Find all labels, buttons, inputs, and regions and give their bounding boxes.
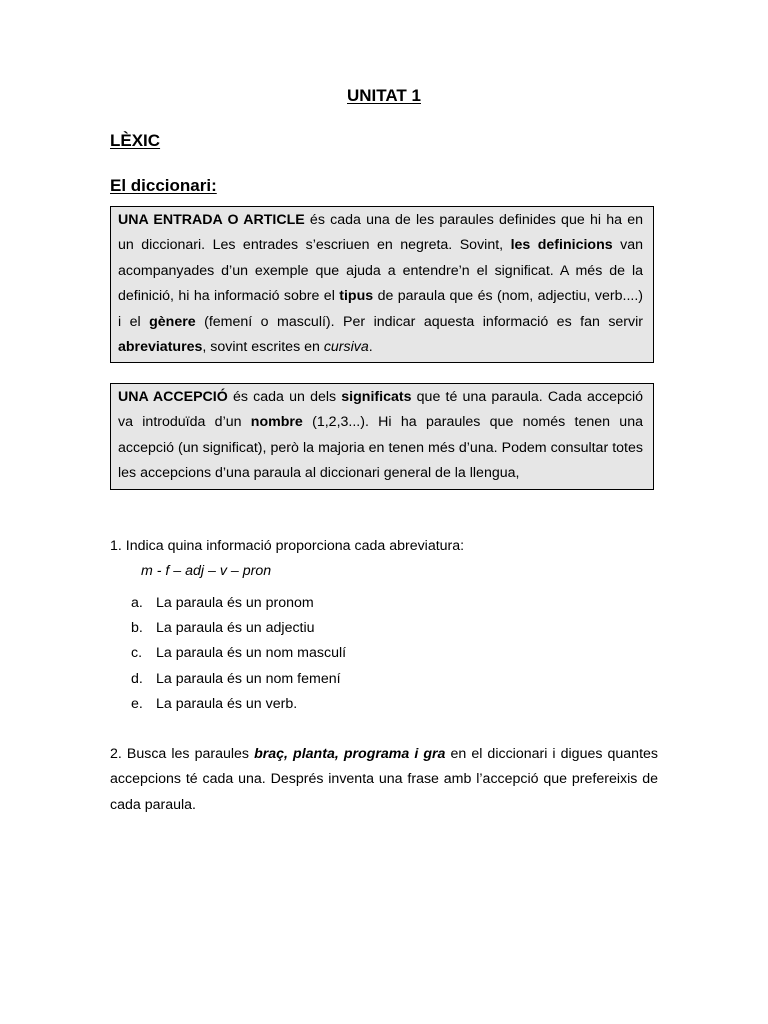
- list-item: [131, 591, 346, 616]
- section-heading-lexic: LÈXIC: [110, 131, 161, 150]
- box-text: (femení o masculí). Per indicar aquesta informació es fan servir: [195, 313, 643, 330]
- definition-box-entry: [110, 206, 654, 363]
- page-title: UNITAT 1: [347, 86, 421, 105]
- box-text: de paraula que és (nom, adjectiu, verb....) i el: [118, 288, 643, 330]
- option-letter: a.: [131, 595, 143, 611]
- option-letter: e.: [131, 695, 143, 712]
- option-letter: b.: [131, 620, 143, 637]
- section-heading-dictionary: El diccionari:: [110, 176, 217, 195]
- term-meaning: UNA ACCEPCIÓ: [118, 389, 228, 405]
- question-1: 1. Indica quina informació proporciona cada abreviatura:: [110, 538, 465, 554]
- box-text: , sovint escrites en: [202, 339, 324, 356]
- option-text: La paraula és un nom masculí: [156, 645, 347, 662]
- term-italic: cursiva: [323, 339, 369, 356]
- list-item: [131, 692, 346, 717]
- box-text: és cada un dels: [227, 389, 342, 405]
- term-entry: UNA ENTRADA O ARTICLE: [118, 212, 305, 228]
- box-text: és cada una de les paraules definides que hi ha en un diccionari. Les entrades s’escriuen en negreta. Sovint,: [118, 212, 643, 254]
- option-text: La paraula és un verb.: [156, 695, 298, 712]
- option-text: La paraula és un pronom: [156, 595, 314, 611]
- term-type: tipus: [339, 288, 374, 305]
- definition-box-meaning: [110, 383, 654, 490]
- answer-options: [131, 591, 346, 717]
- option-letter: d.: [131, 670, 143, 687]
- option-letter: c.: [131, 645, 143, 662]
- term-gender: gènere: [149, 313, 196, 330]
- box-text: .: [368, 339, 373, 356]
- question-text: 2. Busca les paraules: [110, 746, 255, 762]
- option-text: La paraula és un nom femení: [156, 670, 341, 687]
- box-text: que té una paraula. Cada accepció va introduïda d’un: [118, 389, 643, 431]
- abbreviation-list: m - f – adj – v – pron: [141, 563, 272, 579]
- box-text: (1,2,3...). Hi ha paraules que només tenen una accepció (un significat), però la majoria en tenen més d’una. Podem consultar totes les accepcions d’una paraula al diccionari general de la llengua,: [118, 414, 643, 482]
- term-significats: significats: [341, 389, 412, 405]
- list-item: [131, 667, 346, 692]
- word-list: braç, planta, programa i gra: [254, 746, 446, 762]
- term-abbreviations: abreviatures: [118, 339, 203, 356]
- box-text: van acompanyades d’un exemple que ajuda a entendre’n el significat. A més de la definició, hi ha informació sobre el: [118, 237, 643, 305]
- term-definitions: les definicions: [510, 237, 613, 254]
- question-text: en el diccionari i digues quantes accepcions té cada una. Després inventa una frase amb l’accepció que prefereixis de cada paraula.: [110, 746, 658, 813]
- term-number: nombre: [250, 414, 303, 431]
- list-item: [131, 616, 346, 641]
- question-2: [110, 742, 658, 818]
- list-item: [131, 641, 346, 666]
- option-text: La paraula és un adjectiu: [156, 620, 315, 637]
